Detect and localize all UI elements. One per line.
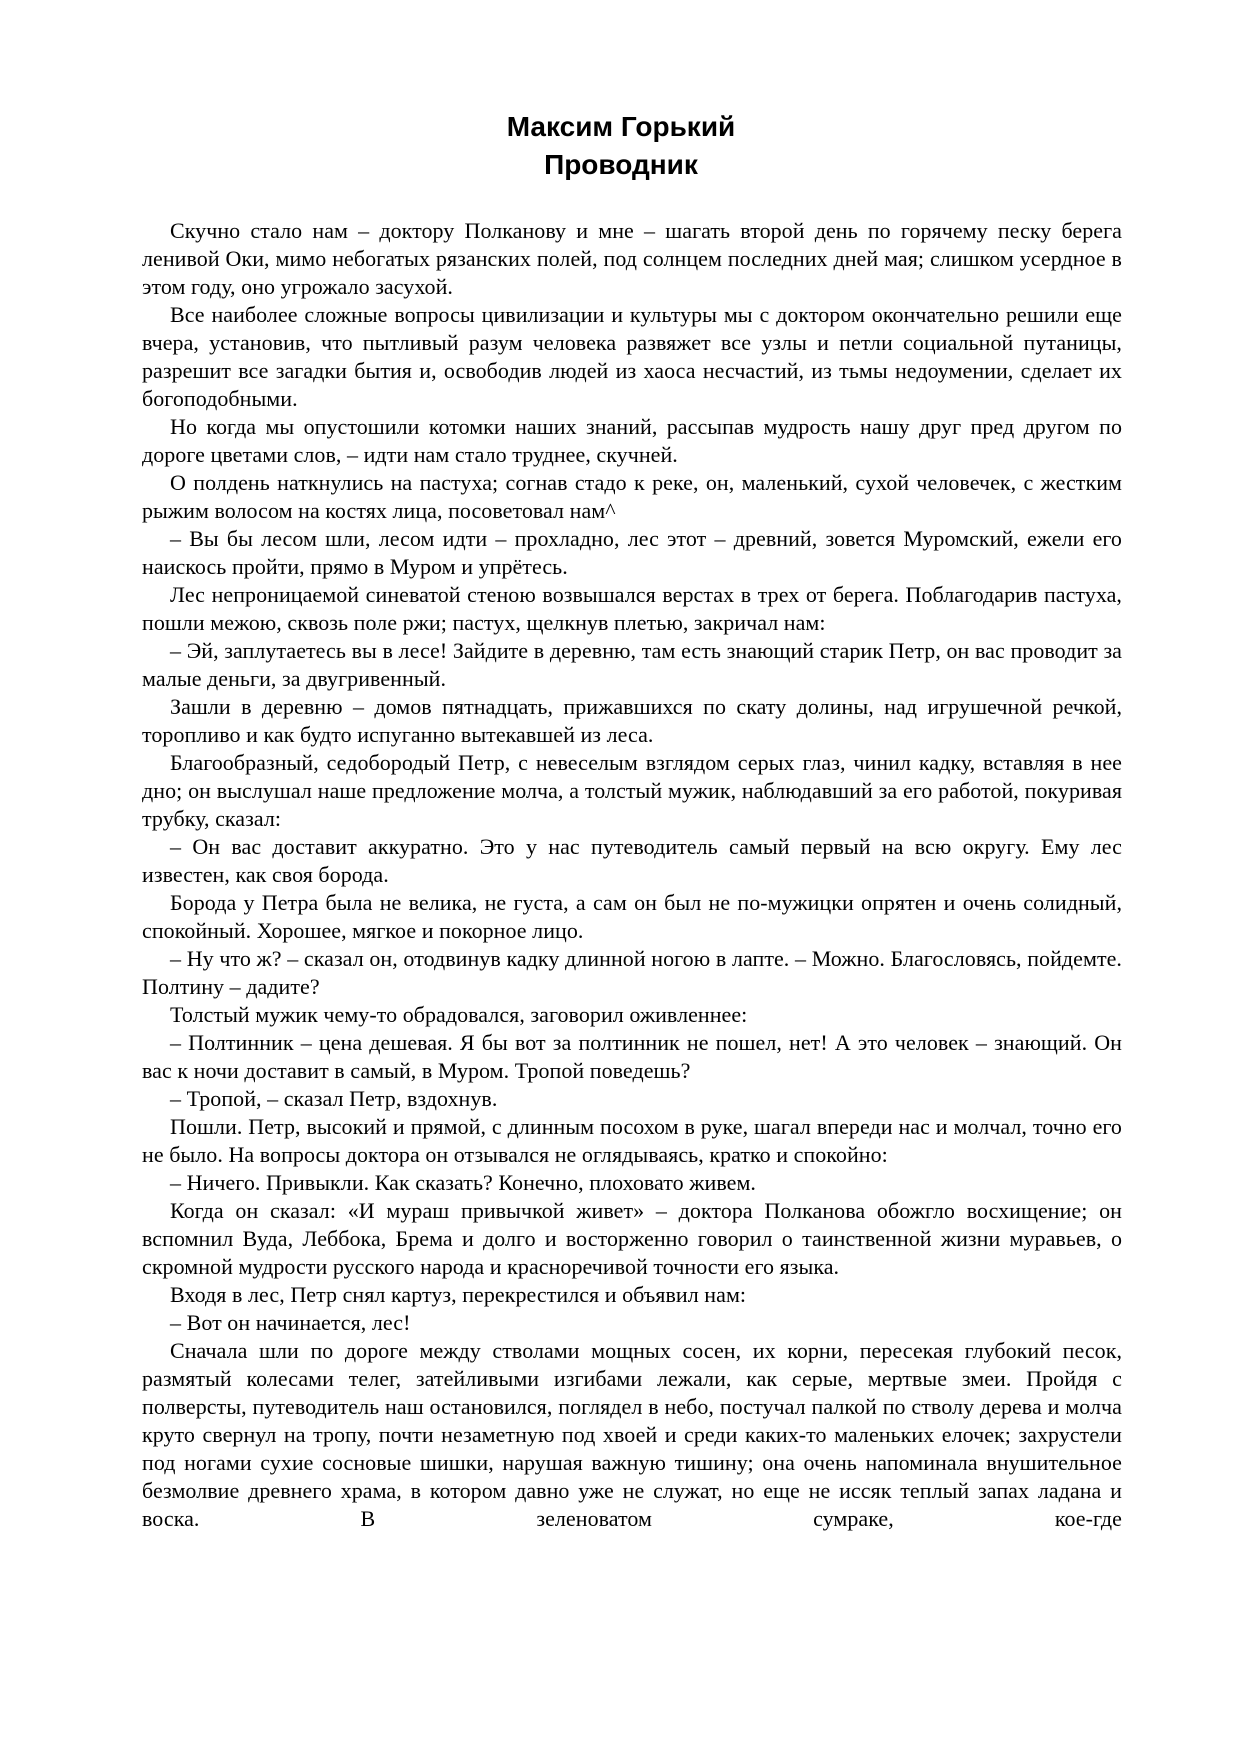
paragraph: Сначала шли по дороге между стволами мощных сосен, их корни, пересекая глубокий песок, размятый колесами телег, затейливыми изгибами лежали, как серые, мертвые змеи. Пройдя с полверсты, путеводитель наш остановился, поглядел в небо, постучал палкой по стволу дерева и молча круто свернул на тропу, почти незаметную под хвоей и среди каких-то маленьких елочек; захрустели под ногами сухие сосновые шишки, нарушая важную тишину; она очень напоминала внушительное безмолвие древнего храма, в котором давно уже не служат, но еще не иссяк теплый запах ладана и воска. В зеленоватом сумраке, кое-где (142, 1338, 1122, 1531)
paragraph: Но когда мы опустошили котомки наших знаний, рассыпав мудрость нашу друг пред другом по дороге цветами слов, – идти нам стало труднее, скучней. (142, 414, 1122, 467)
paragraph: Когда он сказал: «И мураш привычкой живет» – доктора Полканова обожгло восхищение; он вспомнил Вуда, Леббока, Брема и долго и восторженно говорил о таинственной жизни муравьев, о скромной мудрости русского народа и красноречивой точности его языка. (142, 1198, 1122, 1279)
document-header (0, 108, 1242, 184)
paragraph: Пошли. Петр, высокий и прямой, с длинным посохом в руке, шагал впереди нас и молчал, точно его не было. На вопросы доктора он отзывался не оглядываясь, кратко и спокойно: (142, 1114, 1122, 1167)
paragraph: Все наиболее сложные вопросы цивилизации и культуры мы с доктором окончательно решили еще вчера, установив, что пытливый разум человека развяжет все узлы и петли социальной путаницы, разрешит все загадки бытия и, освободив людей из хаоса несчастий, из тьмы недоумении, сделает их богоподобными. (142, 302, 1122, 411)
paragraph: – Эй, заплутаетесь вы в лесе! Зайдите в деревню, там есть знающий старик Петр, он вас проводит за малые деньги, за двугривенный. (142, 638, 1122, 691)
paragraph: Скучно стало нам – доктору Полканову и мне – шагать второй день по горячему песку берега ленивой Оки, мимо небогатых рязанских полей, под солнцем последних дней мая; слишком усердное в этом году, оно угрожало засухой. (142, 218, 1122, 299)
document-title: Проводник (544, 149, 698, 180)
paragraph: Входя в лес, Петр снял картуз, перекрестился и объявил нам: (170, 1282, 747, 1307)
paragraph: – Тропой, – сказал Петр, вздохнув. (170, 1086, 498, 1111)
author-name: Максим Горький (506, 111, 736, 142)
paragraph: Зашли в деревню – домов пятнадцать, прижавшихся по скату долины, над игрушечной речкой, торопливо и как будто испуганно вытекавшей из леса. (142, 694, 1122, 747)
paragraph: – Вы бы лесом шли, лесом идти – прохладно, лес этот – древний, зовется Муромский, ежели его наискось пройти, прямо в Муром и упрётесь. (142, 526, 1122, 579)
paragraph: – Ну что ж? – сказал он, отодвинув кадку длинной ногою в лапте. – Можно. Благословясь, пойдемте. Полтину – дадите? (142, 946, 1122, 999)
paragraph: Лес непроницаемой синеватой стеною возвышался верстах в трех от берега. Поблагодарив пастуха, пошли межою, сквозь поле ржи; пастух, щелкнув плетью, закричал нам: (142, 582, 1122, 635)
paragraph: – Вот он начинается, лес! (170, 1310, 411, 1335)
paragraph: – Ничего. Привыкли. Как сказать? Конечно, плоховато живем. (170, 1170, 756, 1195)
paragraph: – Полтинник – цена дешевая. Я бы вот за полтинник не пошел, нет! А это человек – знающий. Он вас к ночи доставит в самый, в Муром. Тропой поведешь? (142, 1030, 1122, 1083)
paragraph: О полдень наткнулись на пастуха; согнав стадо к реке, он, маленький, сухой человечек, с жестким рыжим волосом на костях лица, посоветовал нам^ (142, 470, 1122, 523)
paragraph: – Он вас доставит аккуратно. Это у нас путеводитель самый первый на всю округу. Ему лес известен, как своя борода. (142, 834, 1122, 887)
document-body (142, 217, 1122, 1533)
paragraph: Борода у Петра была не велика, не густа, а сам он был не по-мужицки опрятен и очень солидный, спокойный. Хорошее, мягкое и покорное лицо. (142, 890, 1122, 943)
paragraph: Благообразный, седобородый Петр, с невеселым взглядом серых глаз, чинил кадку, вставляя в нее дно; он выслушал наше предложение молча, а толстый мужик, наблюдавший за его работой, покуривая трубку, сказал: (142, 750, 1122, 831)
paragraph: Толстый мужик чему-то обрадовался, заговорил оживленнее: (170, 1002, 748, 1027)
